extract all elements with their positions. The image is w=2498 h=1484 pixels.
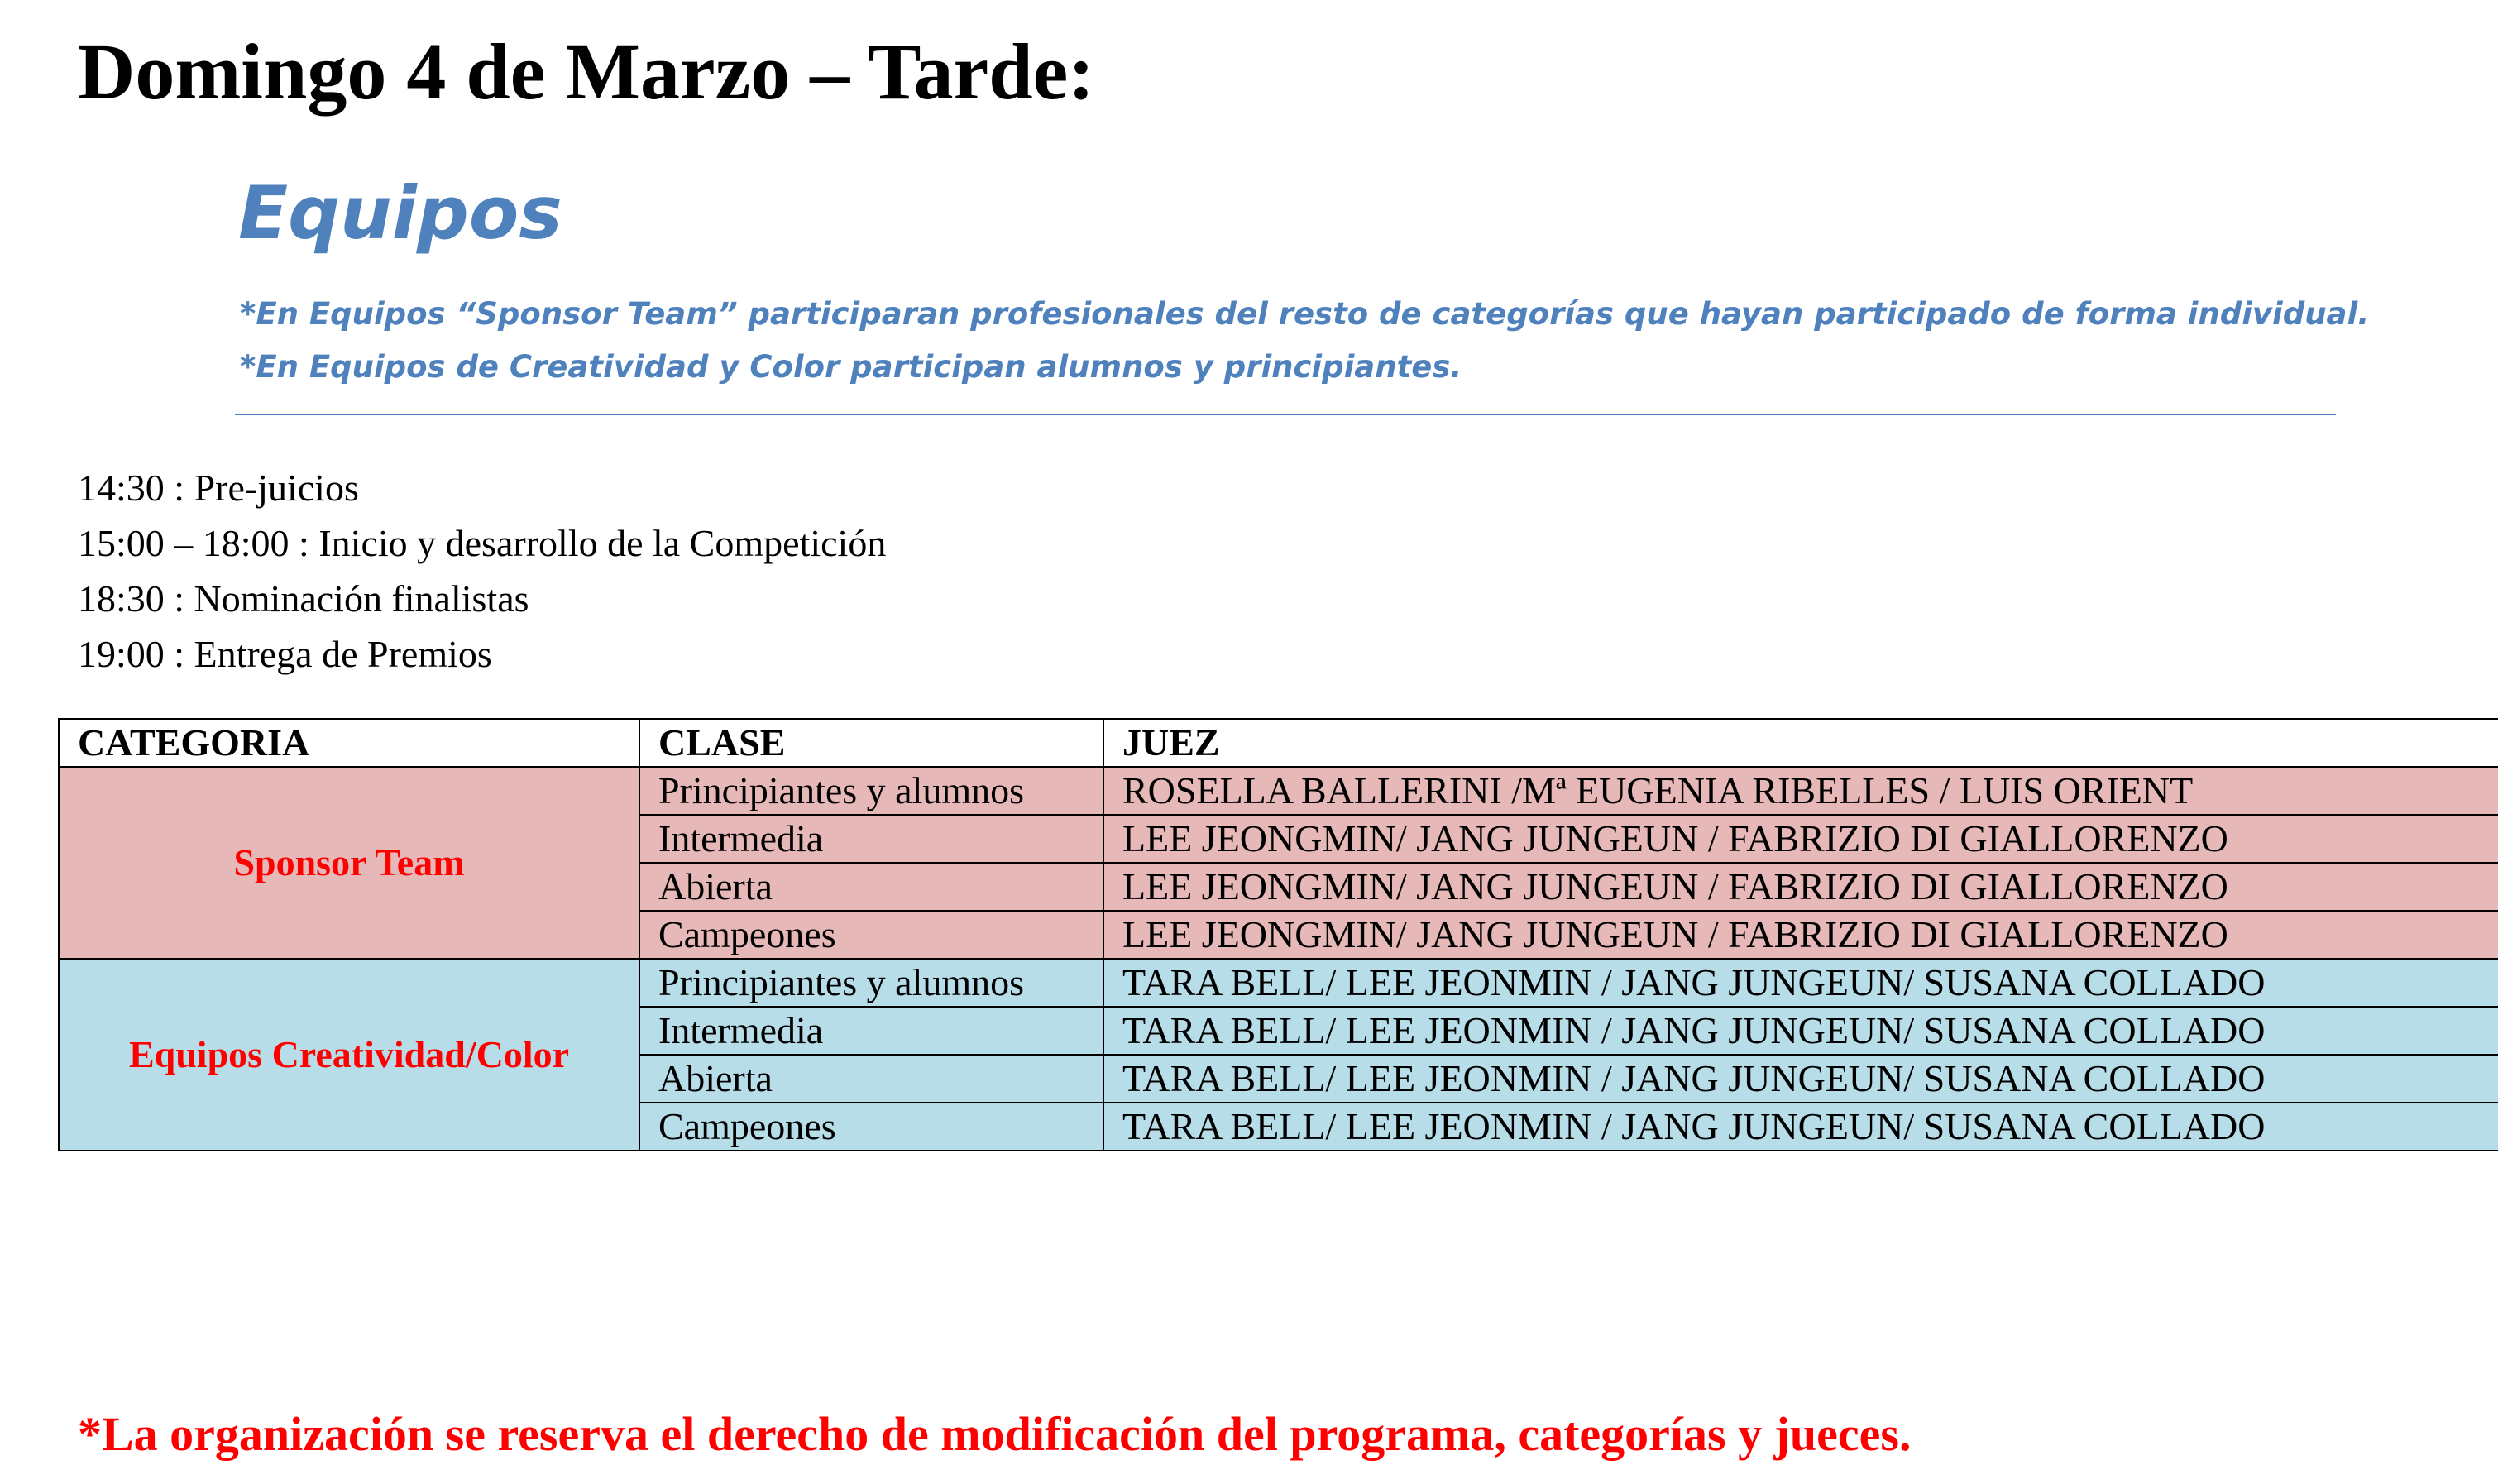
table-row (59, 959, 2498, 1007)
header-clase: CLASE (639, 719, 1103, 767)
header-categoria: CATEGORIA (59, 719, 639, 767)
clase-cell: Abierta (639, 1055, 1103, 1103)
juez-cell: TARA BELL/ LEE JEONMIN / JANG JUNGEUN/ SUSANA COLLADO (1103, 1103, 2498, 1151)
category-sponsor-team: Sponsor Team (59, 767, 639, 959)
clase-cell: Principiantes y alumnos (639, 767, 1103, 815)
judges-table (58, 718, 2498, 1151)
schedule-item: 15:00 – 18:00 : Inicio y desarrollo de la Competición (78, 522, 887, 564)
juez-cell: LEE JEONGMIN/ JANG JUNGEUN / FABRIZIO DI GIALLORENZO (1103, 863, 2498, 911)
juez-cell: TARA BELL/ LEE JEONMIN / JANG JUNGEUN/ SUSANA COLLADO (1103, 1007, 2498, 1055)
juez-cell: TARA BELL/ LEE JEONMIN / JANG JUNGEUN/ SUSANA COLLADO (1103, 1055, 2498, 1103)
clase-cell: Abierta (639, 863, 1103, 911)
section-note-sponsor: *En Equipos “Sponsor Team” participaran profesionales del resto de categorías que hayan participado de forma individual. (240, 296, 2370, 332)
clase-cell: Intermedia (639, 1007, 1103, 1055)
schedule-item: 19:00 : Entrega de Premios (78, 633, 492, 675)
juez-cell: LEE JEONGMIN/ JANG JUNGEUN / FABRIZIO DI GIALLORENZO (1103, 815, 2498, 863)
clase-cell: Intermedia (639, 815, 1103, 863)
clase-cell: Campeones (639, 1103, 1103, 1151)
table-row (59, 767, 2498, 815)
section-divider (235, 414, 2336, 415)
table-header-row (59, 719, 2498, 767)
section-title: Equipos (238, 170, 562, 256)
juez-cell: ROSELLA BALLERINI /Mª EUGENIA RIBELLES / LUIS ORIENT (1103, 767, 2498, 815)
clase-cell: Campeones (639, 911, 1103, 959)
clase-cell: Principiantes y alumnos (639, 959, 1103, 1007)
schedule-item: 18:30 : Nominación finalistas (78, 577, 529, 620)
schedule-list (78, 460, 886, 682)
footer-disclaimer: *La organización se reserva el derecho de modificación del programa, categorías y jueces. (78, 1407, 1912, 1461)
header-juez: JUEZ (1103, 719, 2498, 767)
section-note-creativity: *En Equipos de Creatividad y Color participan alumnos y principiantes. (240, 349, 1462, 385)
page-title: Domingo 4 de Marzo – Tarde: (78, 27, 1095, 116)
juez-cell: LEE JEONGMIN/ JANG JUNGEUN / FABRIZIO DI GIALLORENZO (1103, 911, 2498, 959)
category-equipos-creatividad: Equipos Creatividad/Color (59, 959, 639, 1151)
schedule-item: 14:30 : Pre-juicios (78, 467, 359, 509)
juez-cell: TARA BELL/ LEE JEONMIN / JANG JUNGEUN/ SUSANA COLLADO (1103, 959, 2498, 1007)
